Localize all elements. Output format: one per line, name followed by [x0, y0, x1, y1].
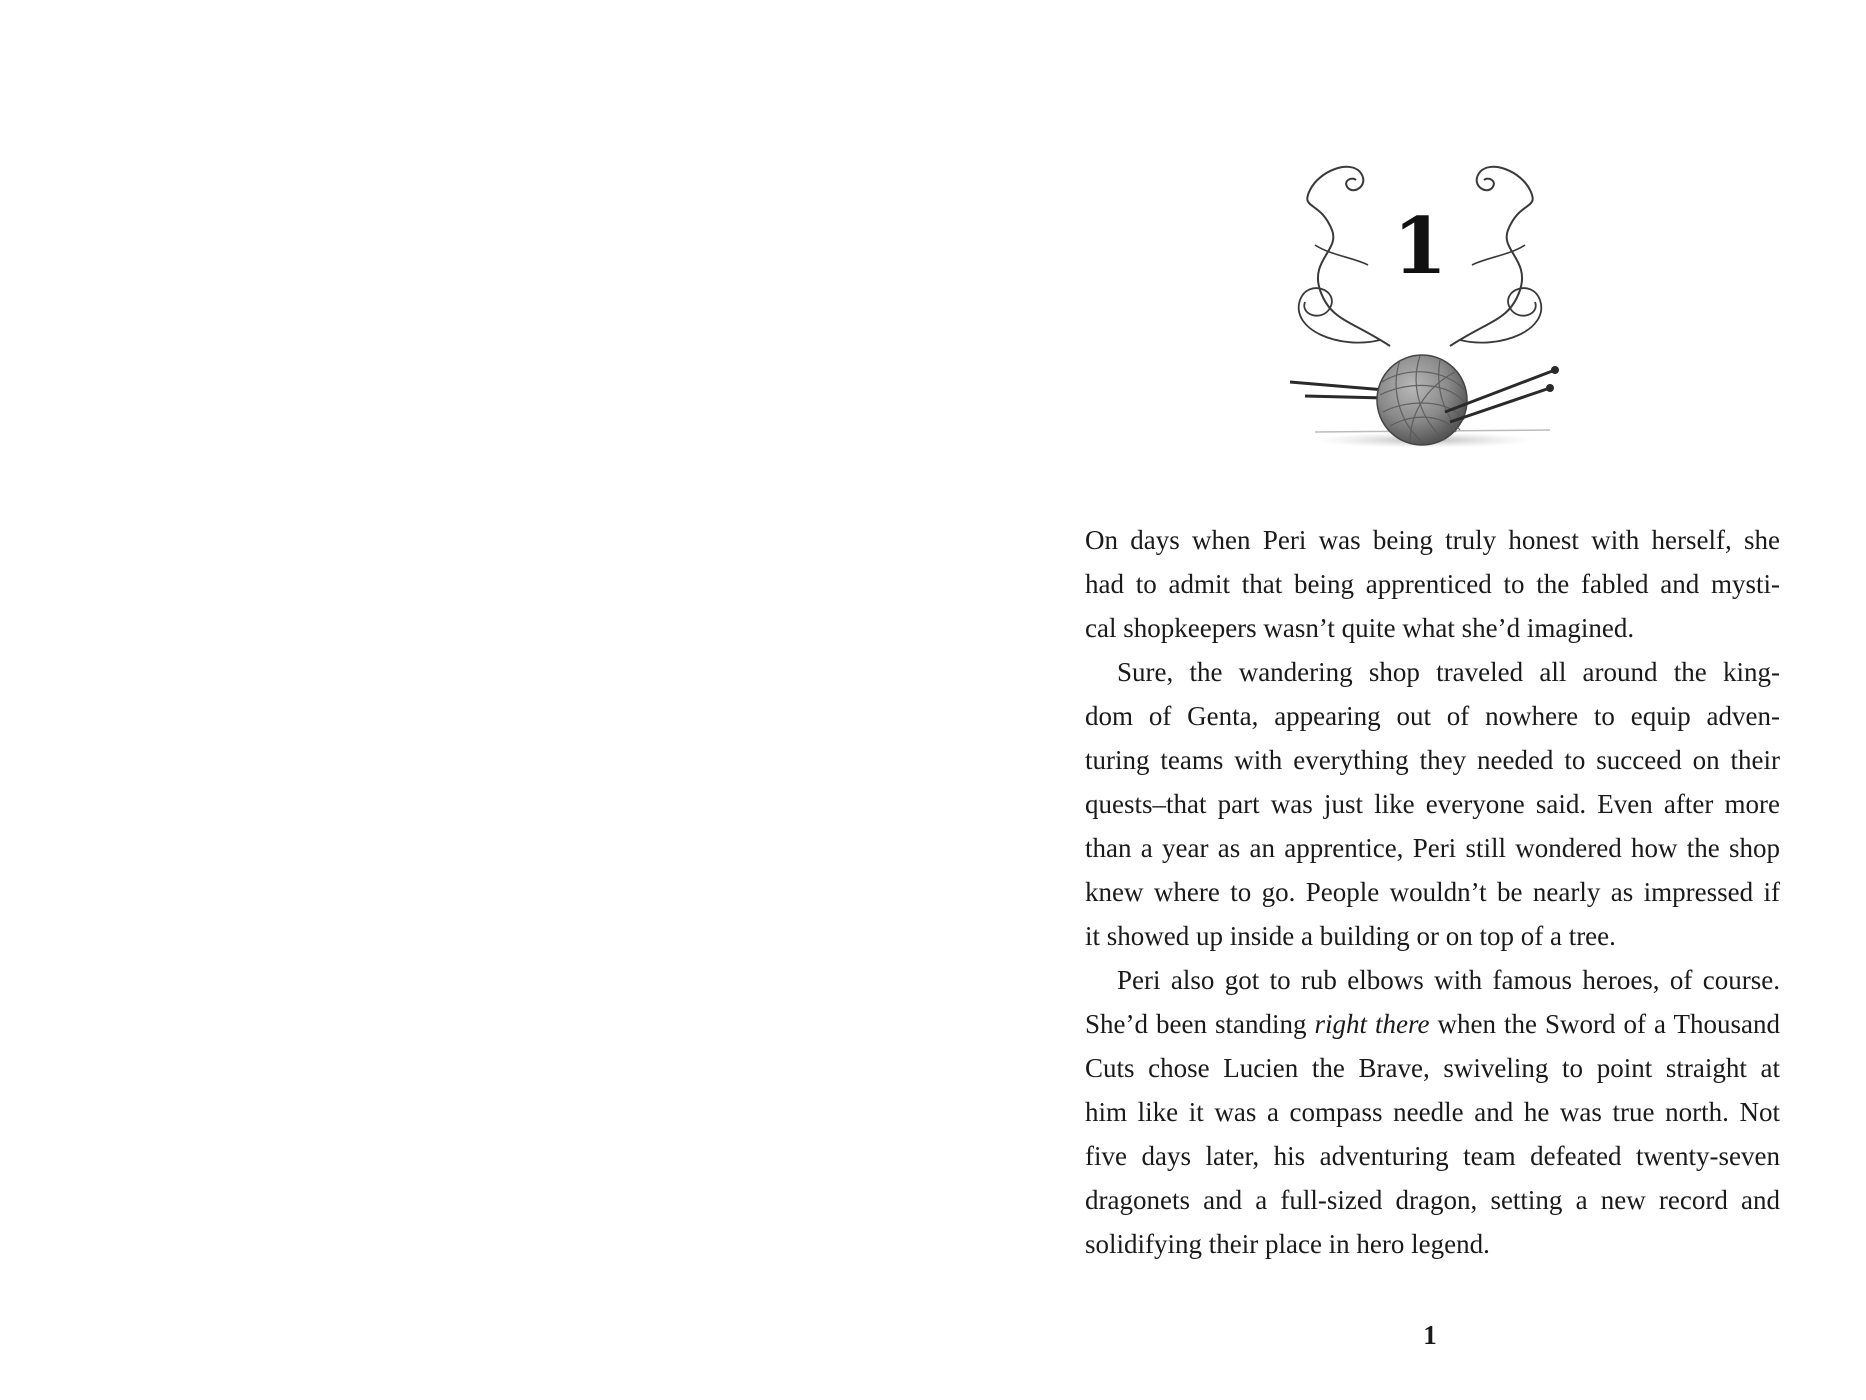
text-line: quests–that part was just like everyone said. Even after more: [1085, 789, 1780, 819]
chapter-number: 1: [1392, 201, 1448, 292]
text-segment: when the Sword of a Thousand: [1437, 1009, 1781, 1039]
text-line: him like it was a compass needle and he was true north. Not: [1085, 1097, 1780, 1127]
italic-emphasis: right there: [1314, 1009, 1430, 1039]
yarn-ball-knitting-needles-icon: [1260, 150, 1580, 450]
text-line: dom of Genta, appearing out of nowhere to equip adven-: [1085, 701, 1780, 731]
text-line: than a year as an apprentice, Peri still wondered how the shop: [1085, 833, 1780, 863]
chapter-body-text: [1085, 518, 1780, 1266]
text-line: knew where to go. People wouldn’t be nearly as impressed if: [1085, 877, 1780, 907]
text-segment: She’d been standing: [1085, 1009, 1307, 1039]
text-line: solidifying their place in hero legend.: [1085, 1229, 1490, 1259]
text-line: On days when Peri was being truly honest with herself, she: [1085, 525, 1780, 555]
text-line: it showed up inside a building or on top of a tree.: [1085, 921, 1616, 951]
text-line: dragonets and a full-sized dragon, setting a new record and: [1085, 1185, 1780, 1215]
text-line: [1085, 1002, 1780, 1046]
text-line: Sure, the wandering shop traveled all around the king-: [1117, 657, 1780, 687]
text-line: cal shopkeepers wasn’t quite what she’d imagined.: [1085, 613, 1635, 643]
text-line: had to admit that being apprenticed to the fabled and mysti-: [1085, 569, 1780, 599]
text-line: Peri also got to rub elbows with famous heroes, of course.: [1117, 965, 1780, 995]
text-line: turing teams with everything they needed to succeed on their: [1085, 745, 1780, 775]
text-line: five days later, his adventuring team defeated twenty-seven: [1085, 1141, 1780, 1171]
text-line: Cuts chose Lucien the Brave, swiveling to point straight at: [1085, 1053, 1780, 1083]
page-number: 1: [1423, 1320, 1437, 1350]
